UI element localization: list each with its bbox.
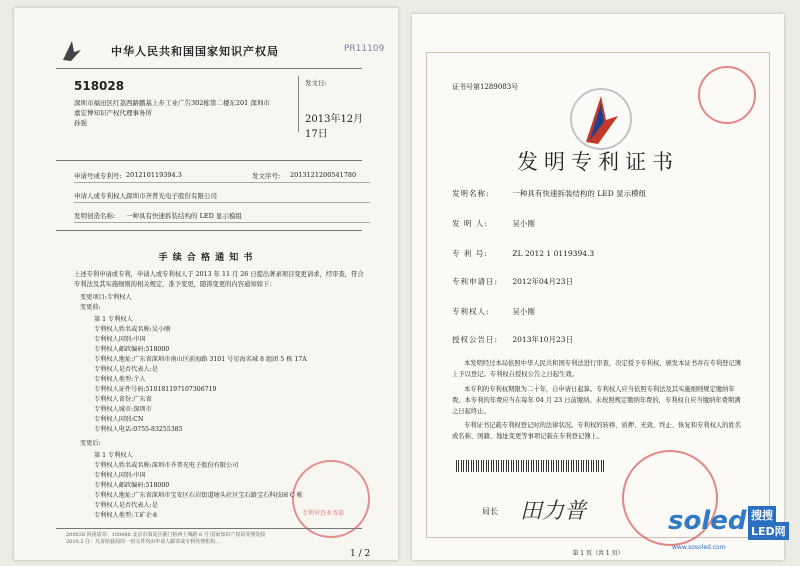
- office-name: 中华人民共和国国家知识产权局: [111, 45, 279, 58]
- before-line: 专利权人类型:个人: [94, 376, 146, 383]
- before-line: 专利权人国别:中国: [94, 336, 146, 343]
- before-line: 专利权人证件号码:510181197107306719: [94, 386, 217, 393]
- before-line: 专利权人地址:广东省深圳市南山区前海路 3101 号星海名城 8 组团 5 栋 17A: [94, 356, 307, 363]
- field-patentee: [452, 306, 535, 317]
- issue-date: 2013年12月17日: [305, 114, 364, 140]
- sipo-logo-icon: [59, 38, 85, 64]
- official-seal: [292, 460, 370, 538]
- after-line: 专利权人国别:中国: [94, 472, 146, 479]
- application-number: 201210119394.3: [126, 171, 182, 179]
- barcode: [456, 460, 606, 472]
- before-line: 专利权人姓名或名称:吴小刚: [94, 326, 171, 333]
- footer-line: 200028 回函请寄：100088 北京市海淀区蓟门桥西土城路 6 号 国家知识产权局受理处收: [66, 532, 266, 538]
- field-value: 2012年04月23日: [512, 277, 574, 286]
- field-inventor: [452, 218, 535, 229]
- addressee-line: 孙强: [74, 119, 87, 127]
- notice-document: [14, 8, 398, 560]
- after-line: 专利权人是否代表人:是: [94, 502, 158, 509]
- after-line: 专利权人类型:工矿企业: [94, 512, 158, 519]
- postcode: 518028: [74, 79, 125, 93]
- certificate-page-info: 第 1 页（共 1 页）: [572, 550, 624, 557]
- field-application-date: [452, 276, 573, 287]
- applicant-label: 申请人或专利权人:: [74, 192, 129, 200]
- sipo-emblem-icon: [566, 84, 636, 154]
- field-value: ZL 2012 1 0119394.3: [512, 249, 595, 258]
- field-patent-number: [452, 248, 594, 259]
- divider: [56, 528, 362, 529]
- invention-row: [74, 208, 370, 223]
- before-label: 变更前:: [80, 304, 101, 311]
- seal-text: 专利审查业务部: [302, 510, 345, 517]
- watermark-cn-line2: LED网: [748, 522, 789, 540]
- before-line: 专利权人国别:CN: [94, 416, 144, 423]
- addressee-block: [74, 98, 294, 128]
- field-label: 专利申请日:: [452, 277, 499, 286]
- field-value: 吴小刚: [512, 307, 535, 316]
- certificate-title: 发明专利证书: [517, 150, 679, 174]
- addressee-line: 深圳市福田区红荔西路鹏基上步工业广告302栋第二楼东201 深圳市: [74, 99, 270, 107]
- field-label: 发 明 人:: [452, 219, 488, 228]
- invention-label: 发明创造名称:: [74, 212, 116, 220]
- field-label: 授权公告日:: [452, 335, 499, 344]
- field-label: 专 利 号:: [452, 249, 488, 258]
- serial-label: 发文序号:: [252, 172, 281, 180]
- certificate-number: 证书号第1289083号: [452, 83, 519, 91]
- watermark-cn-line1: 搜搜: [748, 506, 776, 524]
- before-line: 专利权人是否代表人:是: [94, 366, 158, 373]
- field-value: 2013年10月23日: [512, 335, 574, 344]
- footer-line: 2010.2 注：凡寄给我局的一切文件均由申请人邮寄或专利代理机构...: [66, 539, 220, 545]
- watermark-url: www.sosoled.com: [672, 544, 726, 551]
- field-label: 专利权人:: [452, 307, 490, 316]
- after-label: 变更后:: [80, 440, 101, 447]
- before-line: 第 1 专利权人: [94, 316, 133, 323]
- application-number-row: [74, 168, 370, 183]
- before-line: 专利权人省份:广东省: [94, 396, 152, 403]
- after-line: 专利权人邮政编码:518000: [94, 482, 170, 489]
- issue-date-box: [298, 76, 369, 140]
- applicant-row: [74, 188, 370, 203]
- field-grant-date: [452, 334, 573, 345]
- applicant-name: 深圳市齐普光电子股份有限公司: [126, 192, 217, 200]
- divider: [56, 68, 362, 69]
- notice-paragraph: 上述专利申请或专利，申请人或专利权人于 2013 年 11 月 26 日提出著录项目变更请求，经审查，符合专利法及其实施细则的相关规定，准予变更，随涛变更的内容通知如下：: [74, 271, 364, 288]
- certificate-paragraph: 本专利的专利权期限为二十年，自申请日起算。专利权人应当依照专利法及其实施细则规定缴纳年费。本专利的年费应当在每年 04 月 23 日前缴纳。未按照规定缴纳年费的，专利权自应当缴纳年费期满之日起终止。: [452, 386, 741, 415]
- before-line: 专利权人城市:深圳市: [94, 406, 152, 413]
- divider: [56, 160, 362, 161]
- field-label: 发明名称:: [452, 189, 490, 198]
- chief-label: 局长: [482, 507, 498, 516]
- field-value: 一种具有快速拆装结构的 LED 显示模组: [512, 189, 647, 198]
- watermark-brand: soled: [668, 506, 747, 536]
- certificate-top-seal: [698, 66, 756, 124]
- addressee-line: 嘉宏博知识产权代理事务所: [74, 109, 152, 117]
- application-number-label: 申请号或专利号:: [74, 172, 122, 180]
- footer-notes: [66, 532, 366, 546]
- after-line: 专利权人姓名或名称:深圳市齐普光电子股份有限公司: [94, 462, 239, 469]
- field-value: 吴小刚: [512, 219, 535, 228]
- certificate-paragraph: 专利证书记载专利权登记时的法律状况。专利权的转移、质押、无效、终止、恢复和专利权人的姓名或名称、国籍、地址变更等事项记载在专利登记簿上。: [452, 422, 742, 440]
- handwritten-note: PR11109: [344, 44, 385, 54]
- invention-title: 一种具有快速拆装结构的 LED 显示模组: [126, 212, 242, 220]
- commissioner-signature: 田力普: [520, 499, 587, 524]
- change-item: 变更项目:专利权人: [80, 294, 132, 301]
- certificate-paragraph: 本发明经过本局依照中华人民共和国专利法进行审查，决定授予专利权，颁发本证书并在专利登记簿上予以登记。专利权自授权公告之日起生效。: [452, 360, 742, 378]
- issue-date-label: 发文日:: [305, 79, 327, 87]
- serial-number: 2013121200541780: [290, 171, 357, 179]
- before-line: 专利权人电话:0755-83255385: [94, 426, 183, 433]
- after-line: 专利权人地址:广东省深圳市宝安区石岩街道塘头社区宝石路宝石科技园 C 栋: [94, 492, 303, 499]
- patent-certificate: [412, 14, 784, 560]
- divider: [56, 230, 362, 231]
- notice-title: 手 续 合 格 通 知 书: [158, 253, 254, 263]
- after-line: 第 1 专利权人: [94, 452, 133, 459]
- page-number: 1 / 2: [350, 549, 371, 559]
- before-line: 专利权人邮政编码:518000: [94, 346, 170, 353]
- site-watermark: [668, 500, 794, 560]
- field-invention-name: [452, 188, 646, 199]
